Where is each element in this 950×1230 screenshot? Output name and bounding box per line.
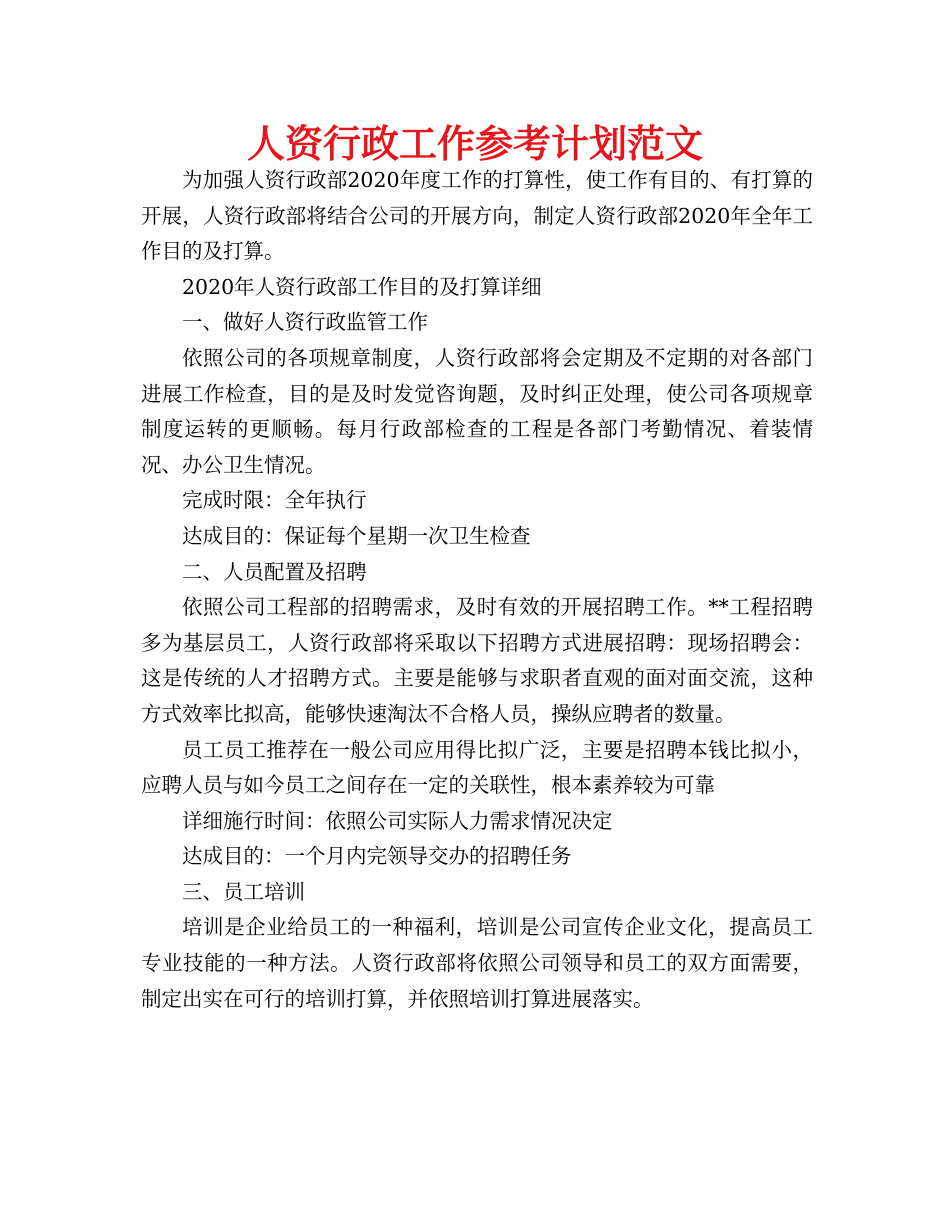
paragraph-deadline: 完成时限：全年执行 <box>182 488 367 513</box>
paragraph-referral: 员工员工推荐在一般公司应用得比拟广泛，主要是招聘本钱比拟小，应聘人员与如今员工之间存在一定的关联性，根本素养较为可靠 <box>141 737 813 798</box>
paragraph-training: 培训是企业给员工的一种福利，培训是公司宣传企业文化，提高员工专业技能的一种方法。人资行政部将依照公司领导和员工的双方面需要，制定出实在可行的培训打算，并依照培训打算进展落实。 <box>141 915 813 1011</box>
section-heading-supervision: 一、做好人资行政监管工作 <box>182 310 428 335</box>
section-heading-recruitment: 二、人员配置及招聘 <box>182 559 367 584</box>
paragraph-plan-heading: 2020年人资行政部工作目的及打算详细 <box>182 274 542 299</box>
paragraph-recruitment: 依照公司工程部的招聘需求，及时有效的开展招聘工作。**工程招聘多为基层员工，人资行政部将采取以下招聘方式进展招聘：现场招聘会：这是传统的人才招聘方式。主要是能够与求职者直观的面对面交流，这种方式效率比拟高，能够快速淘汰不合格人员，操纵应聘者的数量。 <box>141 595 813 726</box>
document-body <box>141 163 813 1017</box>
section-heading-training: 三、员工培训 <box>182 879 305 904</box>
paragraph-implementation-time: 详细施行时间：依照公司实际人力需求情况决定 <box>182 808 613 833</box>
paragraph-goal-hygiene: 达成目的：保证每个星期一次卫生检查 <box>182 523 531 548</box>
paragraph-intro: 为加强人资行政部2020年度工作的打算性，使工作有目的、有打算的开展，人资行政部将结合公司的开展方向，制定人资行政部2020年全年工作目的及打算。 <box>141 168 813 264</box>
paragraph-goal-recruitment: 达成目的：一个月内完领导交办的招聘任务 <box>182 844 572 869</box>
paragraph-supervision: 依照公司的各项规章制度，人资行政部将会定期及不定期的对各部门进展工作检查，目的是及时发觉咨询题，及时纠正处理，使公司各项规章制度运转的更顺畅。每月行政部检查的工程是各部门考勤情况、着装情况、办公卫生情况。 <box>141 345 813 477</box>
document-title: 人资行政工作参考计划范文 <box>246 121 703 166</box>
